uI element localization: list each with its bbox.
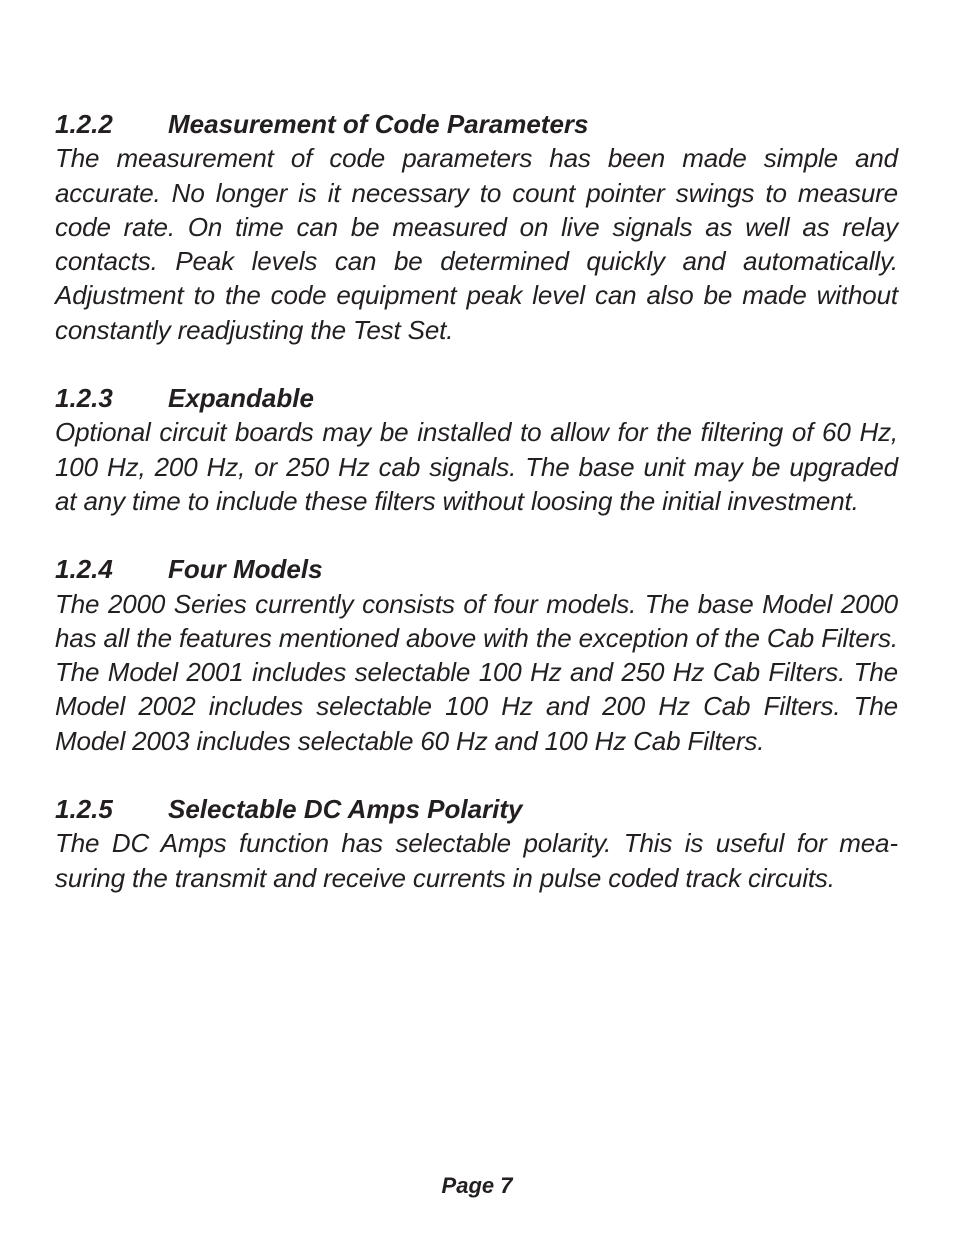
page-number: Page 7	[441, 1173, 513, 1198]
section-1-2-5	[55, 792, 898, 895]
section-body: The DC Amps function has selectable polarity. This is useful for measuring the transmit and receive currents in pulse coded track circuits.	[55, 828, 898, 893]
section-1-2-4	[55, 552, 898, 758]
section-heading	[55, 381, 898, 415]
section-number: 1.2.4	[55, 554, 113, 585]
section-number: 1.2.3	[55, 383, 113, 414]
section-heading	[55, 792, 898, 826]
document-page	[55, 107, 898, 929]
section-heading	[55, 107, 898, 141]
section-title: Expandable	[168, 383, 314, 414]
section-body: The 2000 Series currently consists of four models. The base Model 2000 has all the features mentioned above with the exception of the Cab Filters. The Model 2001 includes selectable 100 Hz and 250 Hz Cab Filters. The Model 2002 includes selectable 100 Hz and 200 Hz Cab Filters. The Model 2003 includes selectable 60 Hz and 100 Hz Cab Filters.	[55, 588, 898, 756]
section-number: 1.2.5	[55, 794, 113, 825]
section-body: Optional circuit boards may be installed to allow for the filtering of 60 Hz, 100 Hz, 200 Hz, or 250 Hz cab signals. The base unit may be upgraded at any time to include these filters without loosing the initial investment.	[55, 417, 898, 516]
section-body: The measurement of code parameters has been made simple and accurate. No longer is it necessary to count pointer swings to measure code rate. On time can be measured on live signals as well as relay contacts. Peak levels can be determined quickly and automatically. Adjustment to the code equipment peak level can also be made without constantly readjusting the Test Set.	[55, 143, 898, 345]
section-1-2-3	[55, 381, 898, 518]
section-number: 1.2.2	[55, 109, 113, 139]
section-title: Measurement of Code Parameters	[168, 109, 589, 139]
section-heading	[55, 552, 898, 586]
section-title: Four Models	[168, 554, 323, 585]
section-1-2-2	[55, 107, 898, 347]
section-title: Selectable DC Amps Polarity	[168, 794, 523, 825]
